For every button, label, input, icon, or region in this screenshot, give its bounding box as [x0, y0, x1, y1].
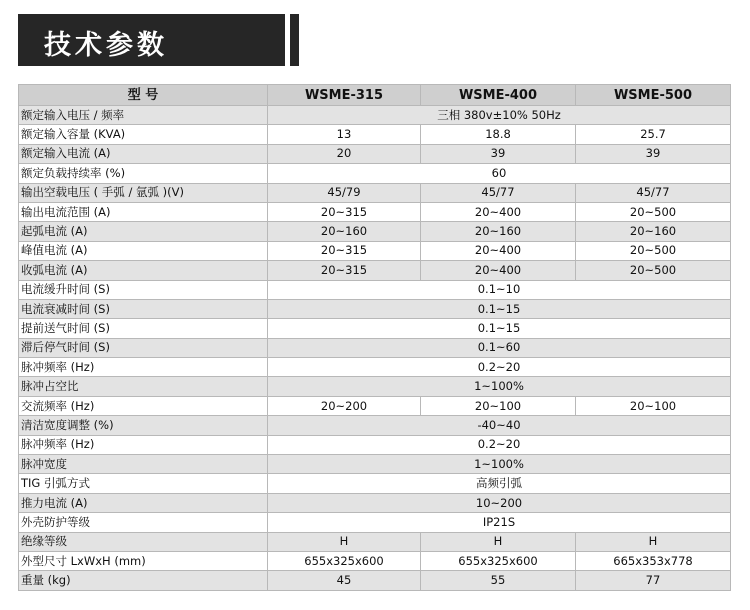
table-row	[19, 106, 731, 125]
param-name-cell: 额定负载持续率 (%)	[19, 164, 268, 183]
section-title-bar	[18, 14, 285, 66]
merged-value-cell: 0.2~20	[268, 435, 731, 454]
table-row	[19, 280, 731, 299]
merged-value-cell: 60	[268, 164, 731, 183]
param-name-cell: 额定输入容量 (KVA)	[19, 125, 268, 144]
table-row	[19, 513, 731, 532]
header-wsme-500: WSME-500	[576, 85, 731, 106]
value-cell-1: 45	[268, 571, 421, 591]
table-row	[19, 493, 731, 512]
value-cell-3: 25.7	[576, 125, 731, 144]
param-name-cell: 电流缓升时间 (S)	[19, 280, 268, 299]
value-cell-1: 13	[268, 125, 421, 144]
table-row	[19, 571, 731, 591]
param-name-cell: 脉冲占空比	[19, 377, 268, 396]
title-accent-bar	[290, 14, 299, 66]
table-row	[19, 261, 731, 280]
value-cell-2: 45/77	[421, 183, 576, 202]
table-row	[19, 338, 731, 357]
value-cell-3: 45/77	[576, 183, 731, 202]
param-name-cell: 提前送气时间 (S)	[19, 319, 268, 338]
param-name-cell: 重量 (kg)	[19, 571, 268, 591]
merged-value-cell: 10~200	[268, 493, 731, 512]
merged-value-cell: 三相 380v±10% 50Hz	[268, 106, 731, 125]
param-name-cell: 清洁宽度调整 (%)	[19, 416, 268, 435]
value-cell-2: 20~160	[421, 222, 576, 241]
param-name-cell: 脉冲频率 (Hz)	[19, 358, 268, 377]
param-name-cell: 电流衰减时间 (S)	[19, 299, 268, 318]
value-cell-3: 20~500	[576, 202, 731, 221]
table-row	[19, 455, 731, 474]
param-name-cell: 外壳防护等级	[19, 513, 268, 532]
value-cell-2: 20~400	[421, 261, 576, 280]
table-row	[19, 164, 731, 183]
param-name-cell: 脉冲频率 (Hz)	[19, 435, 268, 454]
table-row	[19, 202, 731, 221]
value-cell-1: 655x325x600	[268, 551, 421, 570]
header-wsme-315: WSME-315	[268, 85, 421, 106]
param-name-cell: 额定输入电压 / 频率	[19, 106, 268, 125]
value-cell-1: H	[268, 532, 421, 551]
param-name-cell: TIG 引弧方式	[19, 474, 268, 493]
table-row	[19, 183, 731, 202]
value-cell-1: 45/79	[268, 183, 421, 202]
value-cell-3: 20~500	[576, 261, 731, 280]
value-cell-1: 20~315	[268, 241, 421, 260]
table-row	[19, 435, 731, 454]
value-cell-2: 20~400	[421, 202, 576, 221]
param-name-cell: 脉冲宽度	[19, 455, 268, 474]
table-row	[19, 241, 731, 260]
table-row	[19, 299, 731, 318]
table-row	[19, 144, 731, 163]
value-cell-2: 655x325x600	[421, 551, 576, 570]
value-cell-3: 20~500	[576, 241, 731, 260]
param-name-cell: 起弧电流 (A)	[19, 222, 268, 241]
param-name-cell: 外型尺寸 LxWxH (mm)	[19, 551, 268, 570]
param-name-cell: 输出电流范围 (A)	[19, 202, 268, 221]
table-row	[19, 416, 731, 435]
spec-table	[18, 84, 731, 591]
value-cell-1: 20~315	[268, 202, 421, 221]
spec-table-body	[19, 106, 731, 591]
value-cell-1: 20~315	[268, 261, 421, 280]
merged-value-cell: -40~40	[268, 416, 731, 435]
value-cell-2: 18.8	[421, 125, 576, 144]
value-cell-3: 77	[576, 571, 731, 591]
merged-value-cell: 0.1~15	[268, 299, 731, 318]
value-cell-3: 20~160	[576, 222, 731, 241]
table-row	[19, 358, 731, 377]
table-row	[19, 125, 731, 144]
value-cell-3: H	[576, 532, 731, 551]
param-name-cell: 收弧电流 (A)	[19, 261, 268, 280]
merged-value-cell: 0.1~15	[268, 319, 731, 338]
value-cell-1: 20~160	[268, 222, 421, 241]
merged-value-cell: 0.1~10	[268, 280, 731, 299]
table-row	[19, 532, 731, 551]
table-row	[19, 551, 731, 570]
param-name-cell: 峰值电流 (A)	[19, 241, 268, 260]
section-title: 技术参数	[44, 30, 168, 61]
table-row	[19, 474, 731, 493]
value-cell-2: 39	[421, 144, 576, 163]
table-row	[19, 377, 731, 396]
merged-value-cell: 1~100%	[268, 455, 731, 474]
param-name-cell: 滞后停气时间 (S)	[19, 338, 268, 357]
param-name-cell: 额定输入电流 (A)	[19, 144, 268, 163]
value-cell-1: 20~200	[268, 396, 421, 415]
value-cell-2: 55	[421, 571, 576, 591]
header-wsme-400: WSME-400	[421, 85, 576, 106]
value-cell-1: 20	[268, 144, 421, 163]
merged-value-cell: 0.1~60	[268, 338, 731, 357]
value-cell-3: 20~100	[576, 396, 731, 415]
param-name-cell: 绝缘等级	[19, 532, 268, 551]
value-cell-2: 20~100	[421, 396, 576, 415]
merged-value-cell: 1~100%	[268, 377, 731, 396]
value-cell-3: 665x353x778	[576, 551, 731, 570]
param-name-cell: 推力电流 (A)	[19, 493, 268, 512]
value-cell-3: 39	[576, 144, 731, 163]
param-name-cell: 交流频率 (Hz)	[19, 396, 268, 415]
merged-value-cell: IP21S	[268, 513, 731, 532]
merged-value-cell: 0.2~20	[268, 358, 731, 377]
table-row	[19, 319, 731, 338]
table-row	[19, 222, 731, 241]
value-cell-2: 20~400	[421, 241, 576, 260]
param-name-cell: 输出空载电压 ( 手弧 / 氩弧 )(V)	[19, 183, 268, 202]
value-cell-2: H	[421, 532, 576, 551]
merged-value-cell: 高频引弧	[268, 474, 731, 493]
header-model: 型 号	[19, 85, 268, 106]
table-header-row	[19, 85, 731, 106]
table-row	[19, 396, 731, 415]
